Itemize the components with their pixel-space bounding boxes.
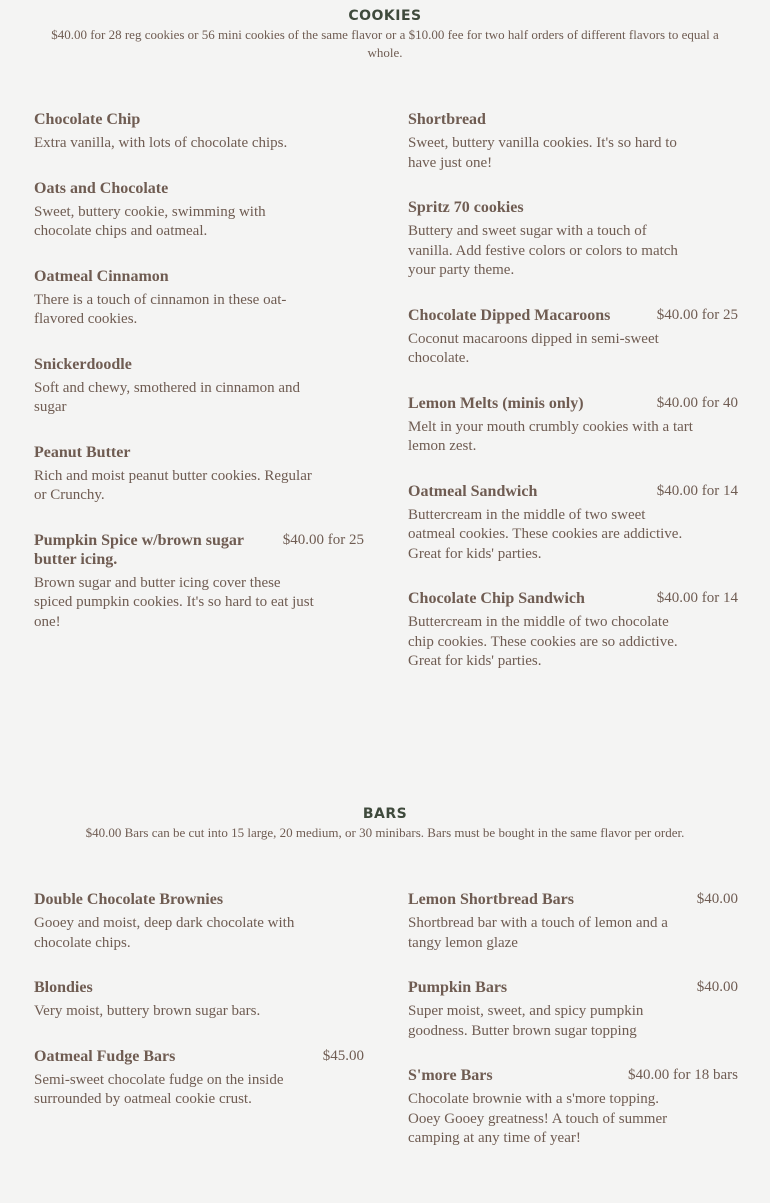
menu-item-price: $40.00 for 25 bbox=[282, 531, 364, 548]
menu-item-description: Brown sugar and butter icing cover these spiced pumpkin cookies. It's so hard to eat just one! bbox=[34, 574, 314, 630]
menu-item bbox=[408, 306, 738, 369]
menu-item-name: Lemon Shortbread Bars bbox=[408, 891, 574, 908]
menu-item-description: Buttercream in the middle of two chocolate chip cookies. These cookies are so addictive. Great for kids' parties. bbox=[408, 614, 678, 669]
menu-item-name: Lemon Melts (minis only) bbox=[408, 394, 584, 412]
menu-item bbox=[34, 443, 364, 506]
menu-item bbox=[34, 267, 364, 330]
menu-item bbox=[408, 1066, 738, 1149]
menu-item-name: Blondies bbox=[34, 979, 93, 996]
menu-item bbox=[34, 890, 364, 953]
bars-right-column bbox=[408, 890, 738, 1174]
menu-item-price: $45.00 bbox=[322, 1047, 364, 1064]
menu-item-description: There is a touch of cinnamon in these oat-flavored cookies. bbox=[34, 291, 287, 327]
bars-pricing-note: $40.00 Bars can be cut into 15 large, 20 medium, or 30 minibars. Bars must be bought in the same flavor per order. bbox=[85, 825, 685, 840]
menu-item-header bbox=[34, 1047, 364, 1066]
menu-item bbox=[408, 589, 738, 672]
menu-item-name: Peanut Butter bbox=[34, 443, 131, 461]
menu-item bbox=[408, 198, 738, 281]
menu-item-description: Coconut macaroons dipped in semi-sweet chocolate. bbox=[408, 330, 659, 366]
menu-item-price: $40.00 for 40 bbox=[656, 394, 738, 411]
menu-item-header bbox=[408, 482, 738, 501]
menu-item-name: Oatmeal Fudge Bars bbox=[34, 1047, 176, 1065]
menu-item-header bbox=[34, 531, 364, 569]
menu-item bbox=[34, 179, 364, 242]
menu-item-header bbox=[34, 443, 364, 462]
menu-item bbox=[408, 110, 738, 173]
cookies-right-column bbox=[408, 110, 738, 697]
menu-item-header bbox=[34, 978, 364, 997]
menu-item-header bbox=[34, 179, 364, 198]
bars-title: BARS bbox=[362, 806, 408, 822]
menu-item-name: Double Chocolate Brownies bbox=[34, 891, 224, 908]
menu-item-description: Soft and chewy, smothered in cinnamon and sugar bbox=[34, 379, 301, 415]
menu-item-description: Extra vanilla, with lots of chocolate chips. bbox=[34, 135, 288, 151]
menu-item bbox=[408, 890, 738, 953]
menu-item-description: Gooey and moist, deep dark chocolate with chocolate chips. bbox=[34, 915, 295, 951]
menu-item-name: Chocolate Dipped Macaroons bbox=[408, 306, 611, 324]
menu-item-header bbox=[34, 355, 364, 374]
menu-item-header bbox=[408, 890, 738, 909]
bars-section bbox=[0, 806, 770, 1146]
cookies-title: COOKIES bbox=[348, 8, 422, 24]
menu-item-price: $40.00 for 25 bbox=[656, 306, 738, 323]
menu-item-description: Rich and moist peanut butter cookies. Regular or Crunchy. bbox=[34, 467, 312, 503]
menu-item-description: Semi-sweet chocolate fudge on the inside surrounded by oatmeal cookie crust. bbox=[34, 1071, 284, 1107]
menu-item-name: Snickerdoodle bbox=[34, 355, 132, 373]
menu-item-name: Shortbread bbox=[408, 111, 486, 128]
bars-left-column bbox=[34, 890, 364, 1135]
menu-item-header bbox=[34, 267, 364, 286]
menu-item-description: Melt in your mouth crumbly cookies with a tart lemon zest. bbox=[408, 418, 693, 454]
menu-item-name: Pumpkin Bars bbox=[408, 979, 508, 996]
menu-item-price: $40.00 for 14 bbox=[656, 590, 738, 606]
menu-item bbox=[34, 978, 364, 1022]
menu-item-name: Chocolate Chip bbox=[34, 111, 141, 128]
menu-item-description: Super moist, sweet, and spicy pumpkin goodness. Butter brown sugar topping bbox=[408, 1003, 644, 1039]
menu-item-header bbox=[34, 890, 364, 909]
menu-item-name: Oats and Chocolate bbox=[34, 179, 169, 197]
menu-item-description: Buttercream in the middle of two sweet oatmeal cookies. These cookies are addictive. Great for kids' parties. bbox=[408, 506, 683, 562]
menu-item-header bbox=[34, 110, 364, 129]
menu-item-name: Oatmeal Sandwich bbox=[408, 482, 538, 500]
menu-item-name: Pumpkin Spice w/brown sugar butter icing. bbox=[34, 531, 244, 568]
menu-item-description: Sweet, buttery vanilla cookies. It's so hard to have just one! bbox=[408, 135, 677, 171]
menu-item bbox=[34, 1047, 364, 1110]
menu-item bbox=[408, 978, 738, 1041]
menu-item-description: Buttery and sweet sugar with a touch of vanilla. Add festive colors or colors to match your party theme. bbox=[408, 223, 678, 278]
menu-item-name: S'more Bars bbox=[408, 1067, 493, 1084]
menu-item-header bbox=[408, 1066, 738, 1085]
menu-item bbox=[408, 482, 738, 565]
menu-item bbox=[34, 531, 364, 633]
menu-item-header bbox=[408, 198, 738, 217]
cookies-section bbox=[0, 8, 770, 669]
menu-item-name: Chocolate Chip Sandwich bbox=[408, 590, 585, 607]
menu-item-header bbox=[408, 589, 738, 608]
menu-item-description: Sweet, buttery cookie, swimming with chocolate chips and oatmeal. bbox=[34, 203, 266, 239]
menu-item-description: Shortbread bar with a touch of lemon and a tangy lemon glaze bbox=[408, 915, 668, 951]
menu-item-header bbox=[408, 306, 738, 325]
menu-item-description: Very moist, buttery brown sugar bars. bbox=[34, 1003, 261, 1019]
menu-item bbox=[408, 394, 738, 457]
menu-item bbox=[34, 110, 364, 154]
menu-item-description: Chocolate brownie with a s'more topping. Ooey Gooey greatness! A touch of summer camping at any time of year! bbox=[408, 1091, 668, 1146]
menu-item-header bbox=[408, 110, 738, 129]
menu-item-price: $40.00 bbox=[696, 979, 738, 995]
menu-item-name: Spritz 70 cookies bbox=[408, 199, 524, 216]
menu-item-price: $40.00 for 18 bars bbox=[628, 1067, 738, 1083]
menu-item-name: Oatmeal Cinnamon bbox=[34, 267, 169, 285]
menu-item-header bbox=[408, 394, 738, 413]
menu-item bbox=[34, 355, 364, 418]
cookies-left-column bbox=[34, 110, 364, 657]
cookies-pricing-note: $40.00 for 28 reg cookies or 56 mini cookies of the same flavor or a $10.00 fee for two half orders of different flavors to equal a whole. bbox=[51, 27, 719, 60]
menu-item-header bbox=[408, 978, 738, 997]
menu-item-price: $40.00 for 14 bbox=[656, 482, 738, 499]
menu-item-price: $40.00 bbox=[696, 891, 738, 907]
